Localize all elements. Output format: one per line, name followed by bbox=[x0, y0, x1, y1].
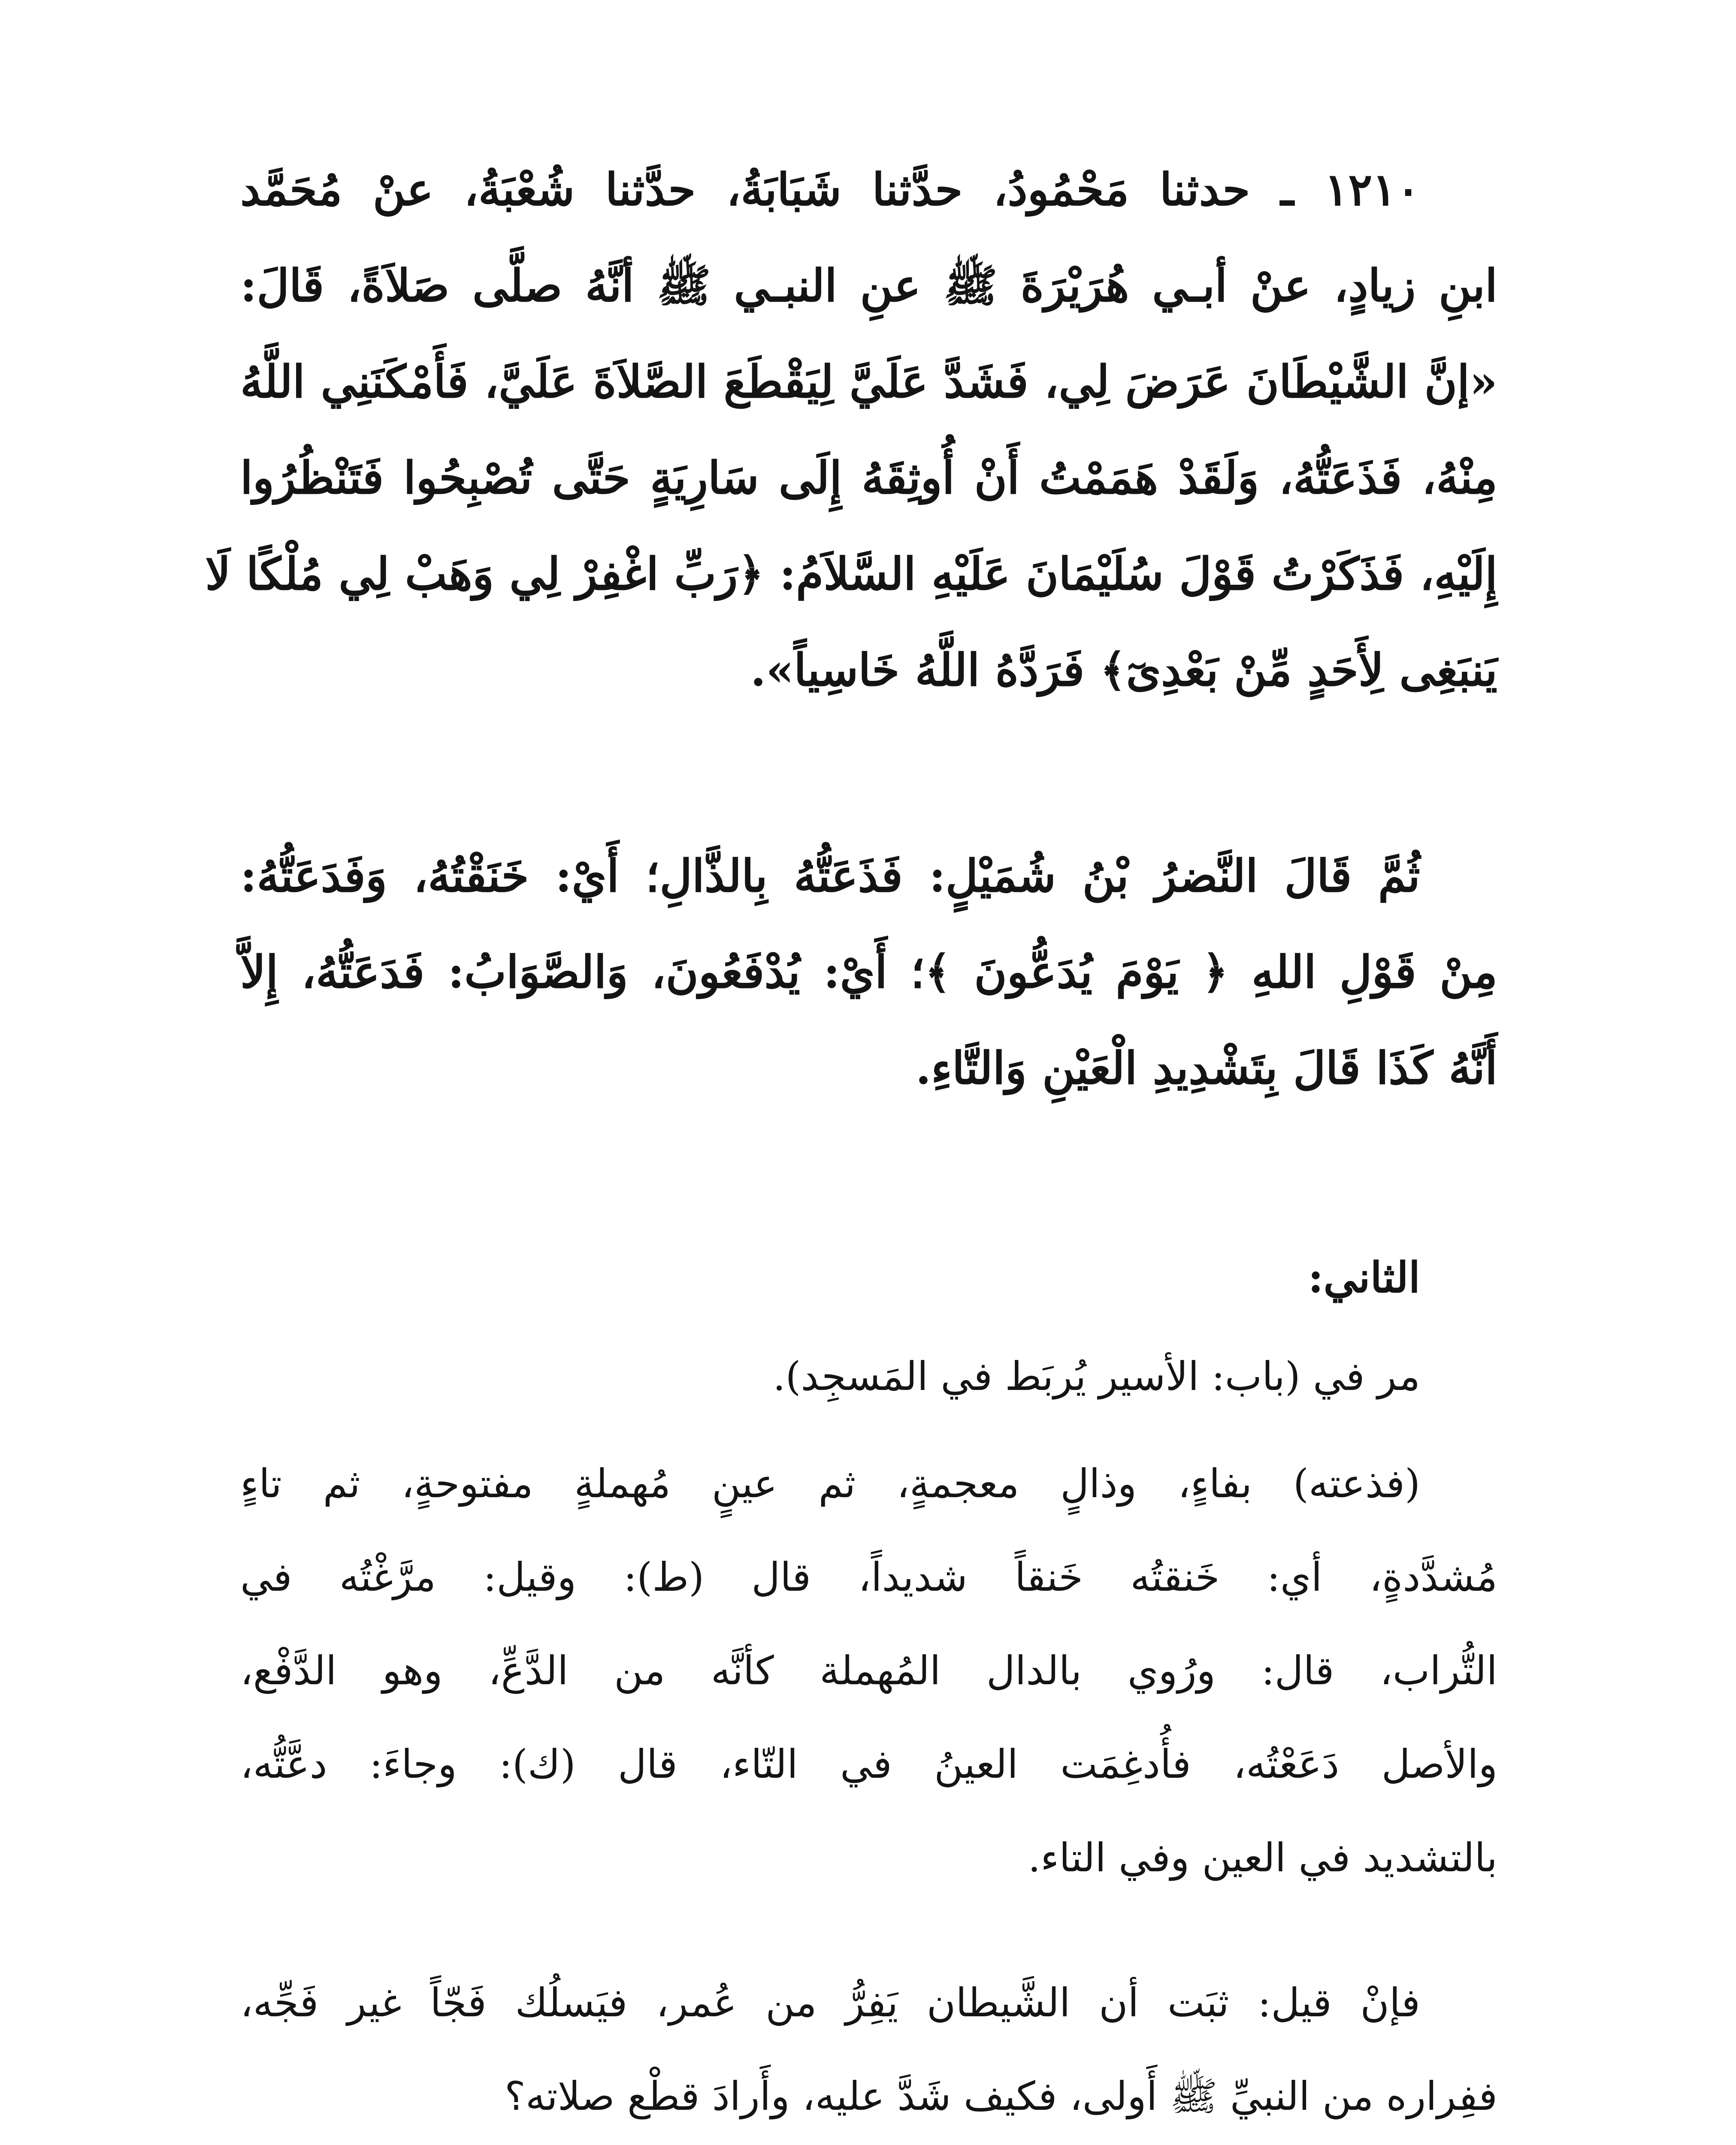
commentary-marra-block bbox=[240, 1330, 1497, 1423]
hadith-line-5: إِلَيْهِ، فَذَكَرْتُ قَوْلَ سُلَيْمَانَ عَلَيْهِ السَّلاَمُ: ﴿رَبِّ اغْفِرْ لِي وَهَبْ لِي مُلْكًا لَا bbox=[205, 547, 1497, 600]
section-heading: الثاني: bbox=[1308, 1253, 1420, 1302]
hadith-line-3: «إنَّ الشَّيْطَانَ عَرَضَ لِي، فَشَدَّ عَلَيَّ لِيَقْطَعَ الصَّلاَةَ عَلَيَّ، فَأَمْكَنَنِي اللَّهُ bbox=[240, 355, 1497, 408]
commentary-fadhaatuhu-block bbox=[240, 1437, 1497, 1905]
fadhaatuhu-line-1: (فذعته) بفاءٍ، وذالٍ معجمةٍ، ثم عينٍ مُهملةٍ مفتوحةٍ، ثم تاءٍ bbox=[240, 1461, 1420, 1507]
hadith-line-1: ١٢١٠ ـ حدثنا مَحْمُودُ، حدَّثنا شَبَابَةُ، حدَّثنا شُعْبَةُ، عنْ مُحَمَّد bbox=[240, 163, 1420, 216]
fadhaatuhu-line-2: مُشدَّدةٍ، أي: خَنقتُه خَنقاً شديداً، قال (ط): وقيل: مرَّغْتُه في bbox=[240, 1554, 1497, 1600]
question-line-1: فإنْ قيل: ثبَت أن الشَّيطان يَفِرُّ من عُمر، فيَسلُك فَجّاً غير فَجِّه، bbox=[240, 1980, 1420, 2026]
hadith-line-4: مِنْهُ، فَذَعَتُّهُ، وَلَقَدْ هَمَمْتُ أَنْ أُوثِقَهُ إِلَى سَارِيَةٍ حَتَّى تُصْبِحُوا فَتَنْظُرُوا bbox=[240, 451, 1497, 504]
question-line-2: ففِراره من النبيِّ ﷺ أَولى، فكيف شَدَّ عليه، وأَرادَ قطْع صلاته؟ bbox=[505, 2073, 1497, 2119]
nadr-line-3: أَنَّهُ كَذَا قَالَ بِتَشْدِيدِ الْعَيْنِ وَالتَّاءِ. bbox=[915, 1042, 1497, 1094]
nadr-line-1: ثُمَّ قَالَ النَّضرُ بْنُ شُمَيْلٍ: فَذَعَتُّهُ بِالذَّالِ؛ أَيْ: خَنَقْتُهُ، وَفَدَعَتُّهُ: bbox=[240, 849, 1420, 902]
hadith-block bbox=[205, 142, 1497, 718]
nadr-comment-block bbox=[240, 828, 1497, 1116]
fadhaatuhu-line-3: التُّراب، قال: ورُوي بالدال المُهملة كأنَّه من الدَّعِّ، وهو الدَّفْع، bbox=[240, 1648, 1497, 1694]
hadith-line-2: ابنِ زيادٍ، عنْ أبـي هُرَيْرَةَ ﷺ عنِ النبـي ﷺ أنَّهُ صلَّى صَلاَةً، قَالَ: bbox=[240, 259, 1497, 312]
marra-line: مر في (باب: الأسير يُربَط في المَسجِد). bbox=[773, 1353, 1420, 1399]
fadhaatuhu-line-5: بالتشديد في العين وفي التاء. bbox=[1028, 1835, 1497, 1881]
fadhaatuhu-line-4: والأصل دَعَعْتُه، فأُدغِمَت العينُ في التّاء، قال (ك): وجاءَ: دعَّتُّه، bbox=[240, 1741, 1497, 1787]
hadith-line-6: يَنبَغِى لِأَحَدٍ مِّنْ بَعْدِىٓ﴾ فَرَدَّهُ اللَّهُ خَاسِياً». bbox=[750, 644, 1497, 696]
commentary-heading-block bbox=[240, 1231, 1497, 1325]
commentary-question-block bbox=[240, 1956, 1497, 2143]
nadr-line-2: مِنْ قَوْلِ اللهِ ﴿ يَوْمَ يُدَعُّونَ ﴾؛ أَيْ: يُدْفَعُونَ، وَالصَّوَابُ: فَدَعَتُّهُ، إِلاَّ bbox=[240, 946, 1497, 998]
